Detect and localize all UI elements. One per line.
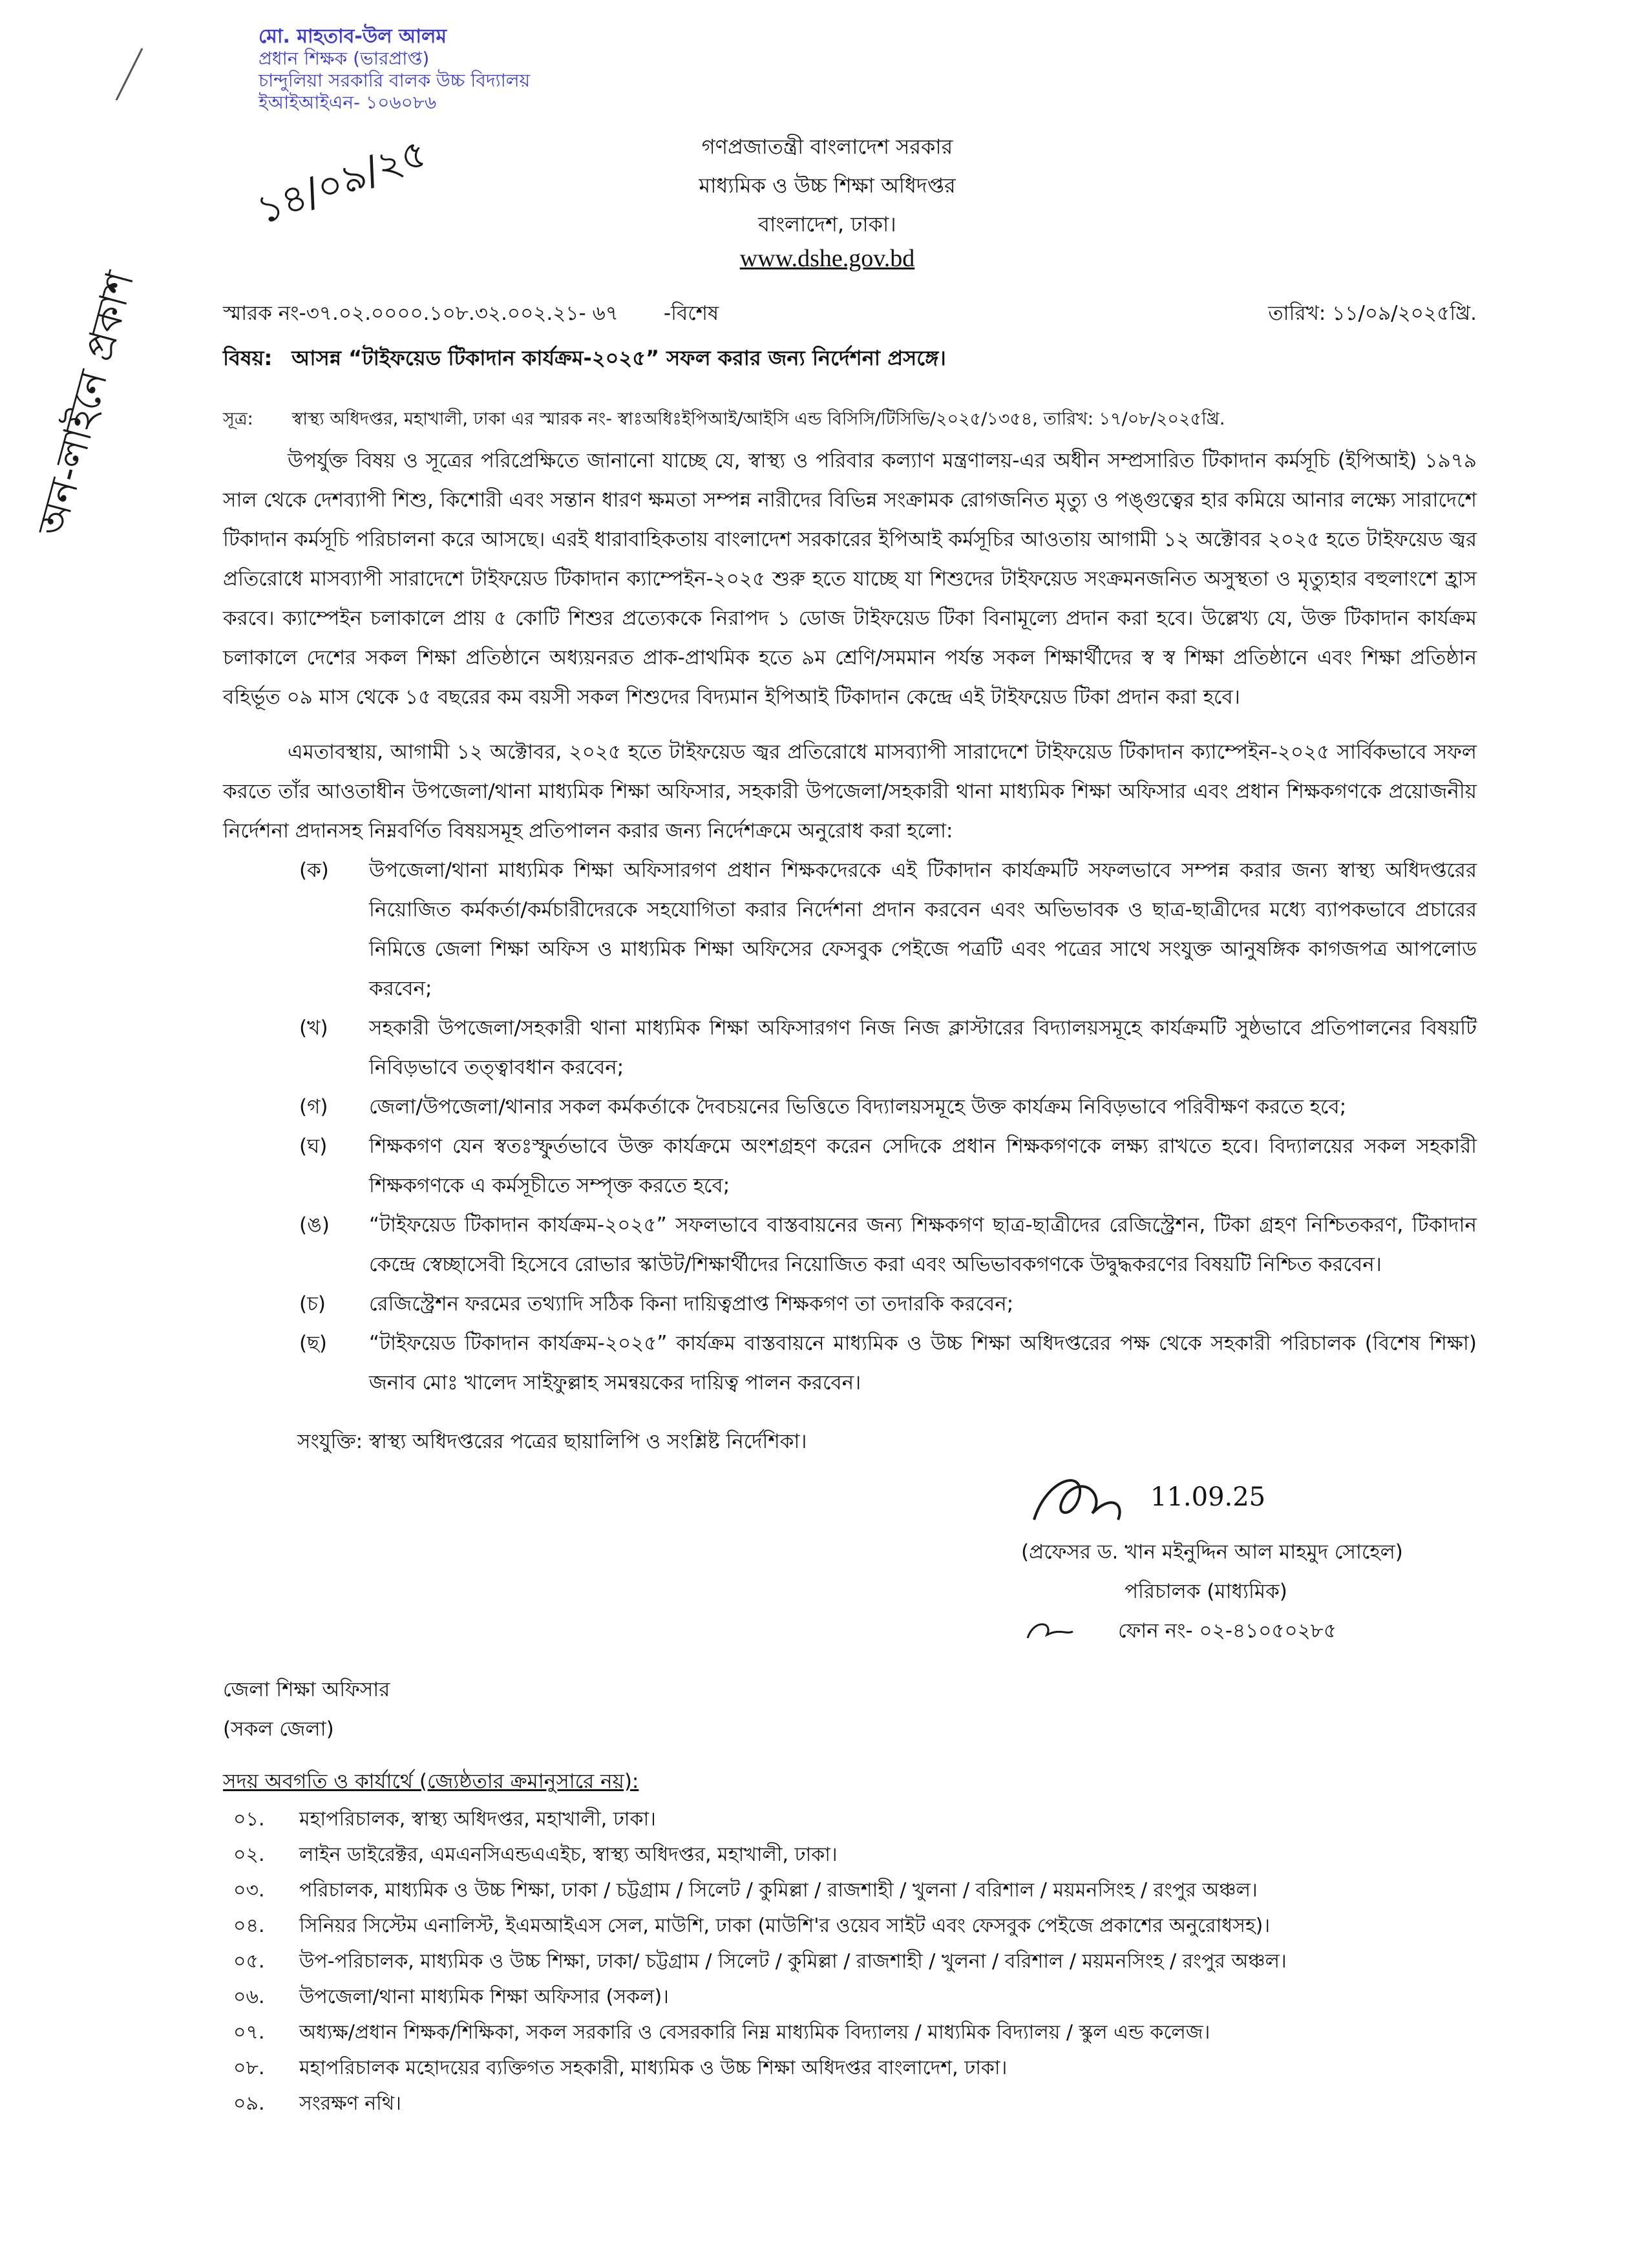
copies-heading: সদয় অবগতি ও কার্যার্থে (জ্যেষ্ঠতার ক্রমানুসারে নয়): xyxy=(223,1770,639,1793)
copy-item: ০৯. সংরক্ষণ নথি। xyxy=(233,2092,401,2115)
instruction-item: (ঘ) শিক্ষকগণ যেন স্বতঃস্ফুর্তভাবে উক্ত কার্যক্রমে অংশগ্রহণ করেন সেদিকে প্রধান শিক্ষকগণকে লক্ষ্য রাখতে হবে। বিদ্যালয়ের সকল সহকারী শিক্ষকগণকে এ কর্মসূচীতে সম্পৃক্ত করতে হবে; xyxy=(299,1135,1477,1197)
memo-number: স্মারক নং-৩৭.০২.০০০০.১০৮.৩২.০০২.২১- ৬৭ xyxy=(223,302,618,325)
copy-item: ০৩. পরিচালক, মাধ্যমিক ও উচ্চ শিক্ষা, ঢাকা / চট্টগ্রাম / সিলেট / কুমিল্লা / রাজশাহী / খুলনা / বরিশাল / ময়মনসিংহ / রংপুর অঞ্চল। xyxy=(233,1879,1258,1902)
recipient-title: জেলা শিক্ষা অফিসার xyxy=(223,1678,390,1701)
copy-list xyxy=(223,1801,1477,2121)
body-paragraph-1: উপর্যুক্ত বিষয় ও সূত্রের পরিপ্রেক্ষিতে জানানো যাচ্ছে যে, স্বাস্থ্য ও পরিবার কল্যাণ মন্ত্রণালয়-এর অধীন সম্প্রসারিত টিকাদান কর্মসূচি (ইপিআই) ১৯৭৯ সাল থেকে দেশব্যাপী শিশু, কিশোরী এবং সন্তান ধারণ ক্ষমতা সম্পন্ন নারীদের বিভিন্ন সংক্রামক রোগজনিত মৃত্যু ও পঙ্গুত্বের হার কমিয়ে আনার লক্ষ্যে সারাদেশে টিকাদান কর্মসূচি পরিচালনা করে আসছে। এরই ধারাবাহিকতায় বাংলাদেশ সরকারের ইপিআই কর্মসূচির আওতায় আগামী ১২ অক্টোবর ২০২৫ হতে টাইফয়েড জ্বর প্রতিরোধে মাসব্যাপী সারাদেশে টাইফয়েড টিকাদান ক্যাম্পেইন-২০২৫ শুরু হতে যাচ্ছে যা শিশুদের টাইফয়েড সংক্রমনজনিত অসুস্থতা ও মৃত্যুহার বহুলাংশে হ্রাস করবে। ক্যাম্পেইন চলাকালে প্রায় ৫ কোটি শিশুর প্রত্যেককে নিরাপদ ১ ডোজ টাইফয়েড টিকা বিনামূল্যে প্রদান করা হবে। উল্লেখ্য যে, উক্ত টিকাদান কার্যক্রম চলাকালে দেশের সকল শিক্ষা প্রতিষ্ঠানে অধ্যয়নরত প্রাক-প্রাথমিক হতে ৯ম শ্রেণি/সমমান পর্যন্ত সকল শিক্ষার্থীদের স্ব স্ব শিক্ষা প্রতিষ্ঠানে এবং শিক্ষা প্রতিষ্ঠান বহির্ভূত ০৯ মাস থেকে ১৫ বছরের কম বয়সী সকল শিশুদের বিদ্যমান ইপিআই টিকাদান কেন্দ্রে এই টাইফয়েড টিকা প্রদান করা হবে। xyxy=(223,449,1477,709)
copy-item: ০১. মহাপরিচালক, স্বাস্থ্য অধিদপ্তর, মহাখালী, ঢাকা। xyxy=(233,1808,656,1831)
instruction-item: (ঙ) “টাইফয়েড টিকাদান কার্যক্রম-২০২৫” সফলভাবে বাস্তবায়নের জন্য শিক্ষকগণ ছাত্র-ছাত্রীদের রেজিস্ট্রেশন, টিকা গ্রহণ নিশ্চিতকরণ, টিকাদান কেন্দ্রে স্বেচ্ছাসেবী হিসেবে রোভার স্কাউট/শিক্ষার্থীদের নিয়োজিত করা এবং অভিভাবকগণকে উদ্বুদ্ধকরণের বিষয়টি নিশ্চিত করবেন। xyxy=(299,1213,1477,1276)
instruction-item: (গ) জেলা/উপজেলা/থানার সকল কর্মকর্তাকে দৈবচয়নের ভিত্তিতে বিদ্যালয়সমূহে উক্ত কার্যক্রম নিবিড়ভাবে পরিবীক্ষণ করতে হবে; xyxy=(299,1095,1347,1118)
signatory-phone-row xyxy=(1021,1612,1477,1651)
reference-label: সূত্র: xyxy=(223,409,253,429)
subject-text: আসন্ন “টাইফয়েড টিকাদান কার্যক্রম-২০২৫” সফল করার জন্য নির্দেশনা প্রসঙ্গে। xyxy=(291,346,946,370)
department-name: মাধ্যমিক ও উচ্চ শিক্ষা অধিদপ্তর xyxy=(699,173,956,198)
copy-item: ০২. লাইন ডাইরেক্টর, এমএনসিএন্ডএএইচ, স্বাস্থ্য অধিদপ্তর, মহাখালী, ঢাকা। xyxy=(233,1843,838,1866)
signatory-name: (প্রফেসর ড. খান মইনুদ্দিন আল মাহমুদ সোহেল) xyxy=(1021,1540,1403,1564)
instruction-item: (ক) উপজেলা/থানা মাধ্যমিক শিক্ষা অফিসারগণ প্রধান শিক্ষকদেরকে এই টিকাদান কার্যক্রমটি সফলভাবে সম্পন্ন করার জন্য স্বাস্থ্য অধিদপ্তরের নিয়োজিত কর্মকর্তা/কর্মচারীদেরকে সহযোগিতা করার নির্দেশনা প্রদান করবেন এবং অভিভাবক ও ছাত্র-ছাত্রীদের মধ্যে ব্যাপকভাবে প্রচারের নিমিত্তে জেলা শিক্ষা অফিস ও মাধ্যমিক শিক্ষা অফিসের ফেসবুক পেইজে পত্রটি এবং পত্রের সাথে সংযুক্ত আনুষঙ্গিক কাগজপত্র আপলোড করবেন; xyxy=(299,859,1477,1000)
instruction-item: (চ) রেজিস্ট্রেশন ফরমের তথ্যাদি সঠিক কিনা দায়িত্বপ্রাপ্ত শিক্ষকগণ তা তদারকি করবেন; xyxy=(299,1292,1014,1316)
subject-line xyxy=(223,339,1477,378)
attachment-note: সংযুক্তি: স্বাস্থ্য অধিদপ্তরের পত্রের ছায়ালিপি ও সংশ্লিষ্ট নির্দেশিকা। xyxy=(297,1430,807,1453)
body-paragraph-2: এমতাবস্থায়, আগামী ১২ অক্টোবর, ২০২৫ হতে টাইফয়েড জ্বর প্রতিরোধে মাসব্যাপী সারাদেশে টাইফয়েড টিকাদান ক্যাম্পেইন-২০২৫ সার্বিকভাবে সফল করতে তাঁর আওতাধীন উপজেলা/থানা মাধ্যমিক শিক্ষা অফিসার, সহকারী উপজেলা/সহকারী থানা মাধ্যমিক শিক্ষা অফিসার এবং প্রধান শিক্ষকগণকে প্রয়োজনীয় নির্দেশনা প্রদানসহ নিম্নবর্ণিত বিষয়সমূহ প্রতিপালন করার জন্য নির্দেশক্রমে অনুরোধ করা হলো: xyxy=(223,740,1477,843)
letter-body xyxy=(223,294,1477,2121)
initials-icon xyxy=(1021,1615,1079,1648)
copy-item: ০৫. উপ-পরিচালক, মাধ্যমিক ও উচ্চ শিক্ষা, ঢাকা/ চট্টগ্রাম / সিলেট / কুমিল্লা / রাজশাহী / খুলনা / বরিশাল / ময়মনসিংহ / রংপুর অঞ্চল। xyxy=(233,1950,1287,1973)
reference-text: স্বাস্থ্য অধিদপ্তর, মহাখালী, ঢাকা এর স্মারক নং- স্বাঃঅধিঃইপিআই/আইসি এন্ড বিসিসি/টিসিভি/২০২৫/১৩৫৪, তারিখ: ১৭/০৮/২০২৫খ্রি. xyxy=(291,409,1225,429)
signature-mark xyxy=(1021,1462,1477,1533)
handwritten-note: অন-লাইনে প্রকাশ xyxy=(29,266,143,541)
memo-date: তারিখ: ১১/০৯/২০২৫খ্রি. xyxy=(1268,302,1477,325)
memo-line xyxy=(223,294,1477,333)
instruction-item: (ছ) “টাইফয়েড টিকাদান কার্যক্রম-২০২৫” কার্যক্রম বাস্তবায়নে মাধ্যমিক ও উচ্চ শিক্ষা অধিদপ্তরের পক্ষ থেকে সহকারী পরিচালক (বিশেষ শিক্ষা) জনাব মোঃ খালেদ সাইফুল্লাহ সমন্বয়কের দায়িত্ব পালন করবেন। xyxy=(299,1332,1477,1394)
signature-block xyxy=(1021,1462,1477,1651)
instruction-item: (খ) সহকারী উপজেলা/সহকারী থানা মাধ্যমিক শিক্ষা অফিসারগণ নিজ নিজ ক্লাস্টারের বিদ্যালয়সমূহে কার্যক্রমটি সুষ্ঠভাবে প্রতিপালনের বিষয়টি নিবিড়ভাবে তত্ত্বাবধান করবেন; xyxy=(299,1016,1477,1079)
copy-item: ০৪. সিনিয়র সিস্টেম এনালিস্ট, ইএমআইএস সেল, মাউশি, ঢাকা (মাউশি'র ওয়েব সাইট এবং ফেসবুক পেইজে প্রকাশের অনুরোধসহ)। xyxy=(233,1915,1271,1937)
handwritten-date: ১৪/০৯/২৫ xyxy=(251,130,433,234)
signature-icon xyxy=(1021,1465,1137,1529)
recipient-scope: (সকল জেলা) xyxy=(223,1717,334,1741)
copy-item: ০৬. উপজেলা/থানা মাধ্যমিক শিক্ষা অফিসার (সকল)। xyxy=(233,1986,669,2008)
memo-tag: -বিশেষ xyxy=(663,302,719,325)
copy-item: ০৭. অধ্যক্ষ/প্রধান শিক্ষক/শিক্ষিকা, সকল সরকারি ও বেসরকারি নিম্ন মাধ্যমিক বিদ্যালয় / মাধ্যমিক বিদ্যালয় / স্কুল এন্ড কলেজ। xyxy=(233,2021,1210,2044)
location: বাংলাদেশ, ঢাকা। xyxy=(758,212,896,236)
official-stamp: মো. মাহতাব-উল আলম প্রধান শিক্ষক (ভারপ্রাপ্ত) চান্দুলিয়া সরকারি বালক উচ্চ বিদ্যালয় ইআইআইএন- ১০৬০৮৬ xyxy=(259,25,531,113)
signature-date: 11.09.25 xyxy=(1150,1482,1266,1512)
copy-item: ০৮. মহাপরিচালক মহোদয়ের ব্যক্তিগত সহকারী, মাধ্যমিক ও উচ্চ শিক্ষা অধিদপ্তর বাংলাদেশ, ঢাকা। xyxy=(233,2057,1008,2079)
subject-label: বিষয়: xyxy=(223,346,273,370)
signatory-designation: পরিচালক (মাধ্যমিক) xyxy=(1125,1580,1287,1603)
reference-line xyxy=(223,404,1477,435)
website-link[interactable]: www.dshe.gov.bd xyxy=(739,245,915,272)
signatory-phone: ফোন নং- ০২-৪১০৫০২৮৫ xyxy=(1118,1619,1337,1643)
pen-mark-icon xyxy=(110,45,149,103)
govt-name: গণপ্রজাতন্ত্রী বাংলাদেশ সরকার xyxy=(701,134,953,159)
